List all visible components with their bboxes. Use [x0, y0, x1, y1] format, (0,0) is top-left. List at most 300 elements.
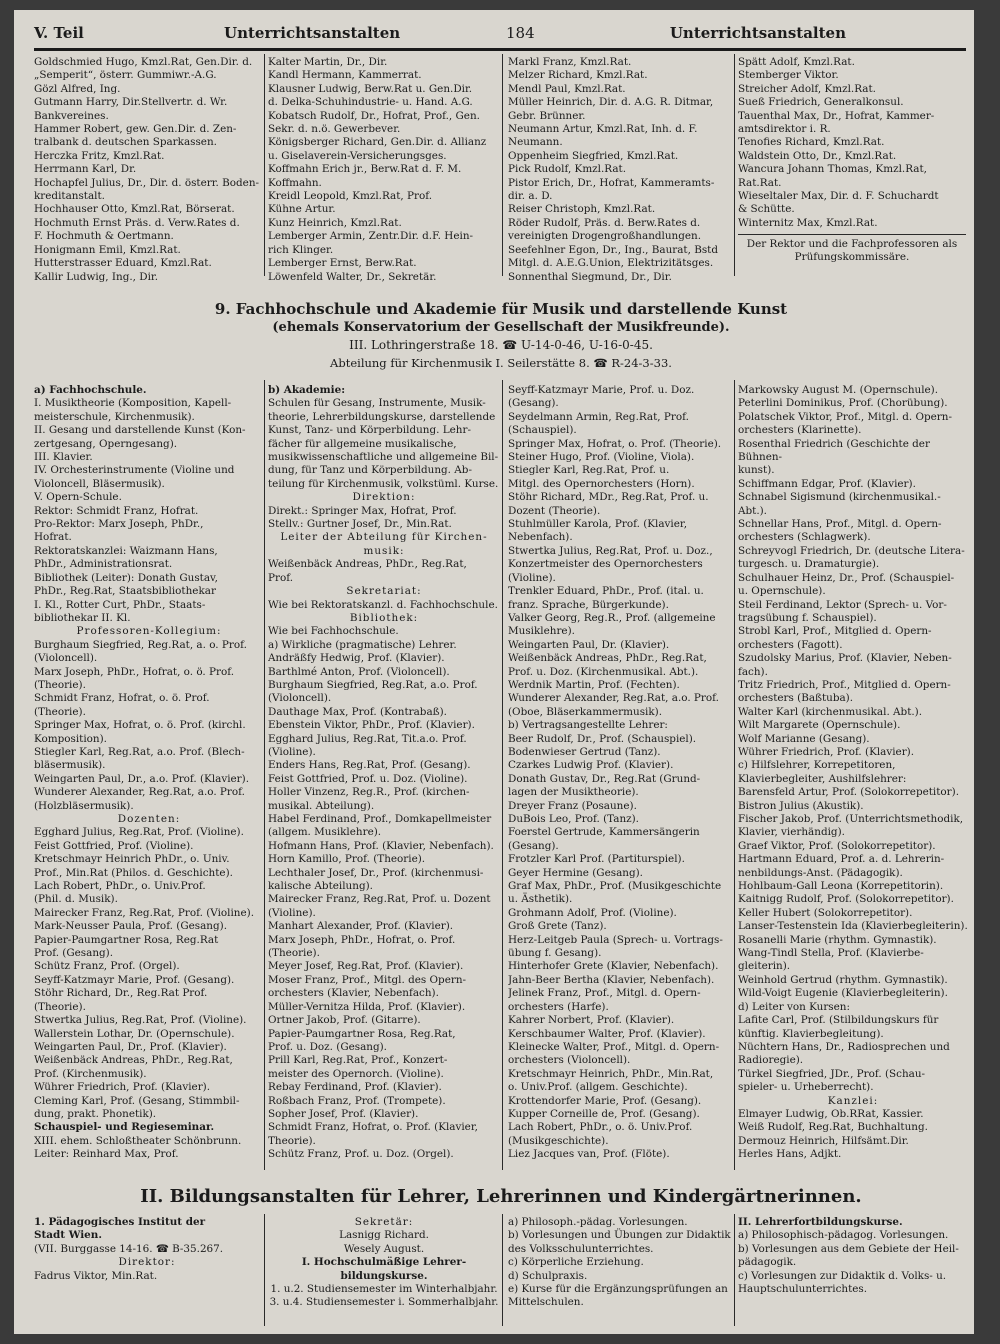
academy-entry-line: Graf Max, PhDr., Prof. (Musikgeschichte: [508, 880, 722, 893]
academy-entry-line: Dermouz Heinrich, Hilfsämt.Dir.: [738, 1134, 909, 1147]
institute-entry-line: Sekretär:: [354, 1216, 414, 1228]
academy-entry-line: Schnellar Hans, Prof., Mitgl. d. Opern-: [738, 518, 942, 531]
academy-entry-line: Schmidt Franz, Hofrat, o. Prof. (Klavier,: [268, 1121, 478, 1134]
member-line: Koffmahn.: [268, 176, 322, 189]
academy-entry-line: Kahrer Norbert, Prof. (Klavier).: [508, 1014, 675, 1027]
academy-entry-line: Schulen für Gesang, Instrumente, Musik-: [268, 397, 486, 410]
academy-entry-line: Wild-Voigt Eugenie (Klavierbegleiterin).: [738, 987, 948, 1000]
academy-entry-line: (Musikgeschichte).: [508, 1134, 609, 1147]
academy-entry-line: Andräßfy Hedwig, Prof. (Klavier).: [268, 652, 445, 665]
member-line: Wancura Johann Thomas, Kmzl.Rat,: [738, 163, 927, 176]
member-line: Winternitz Max, Kmzl.Rat.: [738, 216, 878, 229]
academy-entry-line: Horn Kamillo, Prof. (Theorie).: [268, 853, 426, 866]
institute-column-4: [738, 1216, 968, 1326]
academy-entry-line: Hofmann Hans, Prof. (Klavier, Nebenfach).: [268, 839, 494, 852]
academy-column-3: [508, 384, 734, 1160]
academy-entry-line: Pro-Rektor: Marx Joseph, PhDr.,: [34, 518, 204, 531]
institute-entry-line: Fadrus Viktor, Min.Rat.: [34, 1269, 158, 1282]
member-line: Gutmann Harry, Dir.Stellvertr. d. Wr.: [34, 96, 228, 109]
institute-entry-line: c) Vorlesungen zur Didaktik d. Volks- u.: [738, 1269, 947, 1282]
member-line: Kreidl Leopold, Kmzl.Rat, Prof.: [268, 190, 433, 203]
academy-entry-line: Enders Hans, Reg.Rat, Prof. (Gesang).: [268, 759, 471, 772]
academy-entry-line: Leiter der Abteilung für Kirchen-: [280, 531, 488, 544]
member-line: Hochapfel Julius, Dr., Dir. d. österr. Boden-: [34, 176, 260, 189]
member-line: Stemberger Viktor.: [738, 69, 839, 82]
institute-entry-line: pädagogik.: [738, 1256, 797, 1269]
academy-entry-line: Stiegler Karl, Reg.Rat, Prof. u.: [508, 464, 670, 477]
academy-entry-line: Stellv.: Gurtner Josef, Dr., Min.Rat.: [268, 518, 452, 531]
top-column-3: [508, 56, 734, 292]
academy-entry-line: Weingarten Paul, Dr., Prof. (Klavier).: [34, 1040, 227, 1053]
academy-entry-line: Sekretariat:: [346, 585, 422, 598]
column-divider: [502, 1214, 503, 1326]
member-line: Mendl Paul, Kmzl.Rat.: [508, 82, 626, 95]
academy-entry-line: Weiß Rudolf, Reg.Rat, Buchhaltung.: [738, 1121, 928, 1134]
academy-entry-line: musikwissenschaftliche und allgemeine Bil-: [268, 451, 499, 464]
academy-entry-line: nenbildungs-Anst. (Pädagogik).: [738, 866, 903, 879]
academy-entry-line: Herz-Leitgeb Paula (Sprech- u. Vortrags-: [508, 933, 723, 946]
academy-entry-line: Burghaum Siegfried, Reg.Rat, a. o. Prof.: [34, 638, 247, 651]
member-line: Kühne Artur.: [268, 203, 336, 216]
academy-entry-line: Frotzler Karl Prof. (Partiturspiel).: [508, 853, 685, 866]
member-line: Kobatsch Rudolf, Dr., Hofrat, Prof., Gen.: [268, 109, 480, 122]
academy-entry-line: Dreyer Franz (Posaune).: [508, 799, 637, 812]
academy-entry-line: Kerschbaumer Walter, Prof. (Klavier).: [508, 1027, 706, 1040]
academy-entry-line: Holler Vinzenz, Reg.R., Prof. (kirchen-: [268, 786, 470, 799]
academy-entry-line: DuBois Leo, Prof. (Tanz).: [508, 813, 639, 825]
academy-entry-line: Schulhauer Heinz, Dr., Prof. (Schauspiel-: [738, 571, 955, 584]
academy-entry-line: orchesters (Harfe).: [508, 1000, 609, 1013]
academy-entry-line: Wunderer Alexander, Reg.Rat, a.o. Prof.: [508, 692, 719, 705]
member-line: Herrmann Karl, Dr.: [34, 163, 137, 176]
part-label: V. Teil: [34, 24, 84, 42]
member-line: Röder Rudolf, Präs. d. Berw.Rates d.: [508, 216, 701, 229]
academy-entry-line: fach).: [738, 665, 768, 678]
academy-entry-line: Wang-Tindl Stella, Prof. (Klavierbe-: [738, 947, 924, 960]
academy-entry-line: Feist Gottfried, Prof. (Violine).: [34, 839, 194, 852]
institute-entry-line: Stadt Wien.: [34, 1229, 102, 1242]
institute-entry-line: Direktor:: [118, 1256, 176, 1269]
academy-entry-line: Mairecker Franz, Reg.Rat, Prof. u. Dozent: [268, 893, 491, 906]
academy-entry-line: dung, für Tanz und Körperbildung. Ab-: [268, 464, 472, 477]
academy-entry-line: Hartmann Eduard, Prof. a. d. Lehrerin-: [738, 853, 945, 866]
institute-entry-line: bildungskurse.: [340, 1269, 428, 1282]
academy-entry-line: Springer Max, Hofrat, o. Prof. (Theorie).: [508, 437, 722, 450]
academy-entry-line: Prof. u. Doz. (Kirchenmusikal. Abt.).: [508, 665, 699, 678]
academy-entry-line: (Gesang).: [508, 839, 559, 852]
column-divider: [264, 54, 265, 276]
academy-entry-line: theorie, Lehrerbildungskurse, darstellende: [268, 410, 496, 423]
academy-entry-line: Schreyvogl Friedrich, Dr. (deutsche Litera-: [738, 544, 965, 557]
institute-entry-line: c) Körperliche Erziehung.: [508, 1256, 644, 1269]
academy-entry-line: Kunst, Tanz- und Körperbildung. Lehr-: [268, 424, 471, 437]
academy-entry-line: Lach Robert, PhDr., o. ö. Univ.Prof.: [508, 1121, 693, 1134]
institute-entry-line: des Volksschulunterrichtes.: [508, 1242, 654, 1255]
academy-entry-line: Weißenbäck Andreas, PhDr., Reg.Rat,: [34, 1054, 233, 1067]
academy-entry-line: fächer für allgemeine musikalische,: [268, 437, 457, 450]
academy-entry-line: XIII. ehem. Schloßtheater Schönbrunn.: [34, 1134, 242, 1147]
academy-entry-line: (Violine).: [268, 906, 316, 919]
academy-entry-line: meisterschule, Kirchenmusik).: [34, 410, 195, 423]
academy-entry-line: Kretschmayr Heinrich, PhDr., Min.Rat,: [508, 1067, 714, 1080]
column-divider: [734, 54, 735, 276]
member-line: F. Hochmuth & Oertmann.: [34, 230, 174, 243]
academy-entry-line: Bodenwieser Gertrud (Tanz).: [508, 745, 661, 758]
academy-entry-line: Bibliothek:: [349, 611, 419, 624]
academy-entry-line: kunst).: [738, 464, 775, 477]
member-line: Sekr. d. n.ö. Gewerbever.: [268, 123, 401, 136]
academy-entry-line: Wilt Margarete (Opernschule).: [738, 719, 901, 732]
member-line: Streicher Adolf, Kmzl.Rat.: [738, 82, 876, 95]
institute-entry-line: I. Hochschulmäßige Lehrer-: [301, 1256, 467, 1269]
page-header: [34, 18, 966, 51]
academy-entry-line: (allgem. Musiklehre).: [268, 826, 382, 839]
member-line: Mitgl. d. A.E.G.Union, Elektrizitätsges.: [508, 257, 714, 270]
academy-entry-line: gleiterin).: [738, 960, 791, 973]
academy-entry-line: (Theorie).: [34, 1000, 86, 1013]
academy-entry-line: Nebenfach).: [508, 531, 573, 544]
member-line: Gebr. Brünner.: [508, 109, 586, 122]
academy-entry-line: Grohmann Adolf, Prof. (Violine).: [508, 906, 677, 919]
academy-entry-line: Marx Joseph, PhDr., Hofrat, o. ö. Prof.: [34, 665, 235, 678]
institute-entry-line: 1. u.2. Studiensemester im Winterhalbjahr.: [270, 1283, 498, 1296]
academy-entry-line: Seyff-Katzmayr Marie, Prof. u. Doz.: [508, 384, 695, 396]
institute-column-1: [34, 1216, 260, 1326]
academy-entry-line: Kleinecke Walter, Prof., Mitgl. d. Opern-: [508, 1040, 720, 1053]
academy-entry-line: PhDr., Reg.Rat, Staatsbibliothekar: [34, 585, 216, 598]
academy-entry-line: (Violoncell).: [34, 652, 98, 665]
academy-column-2: [268, 384, 500, 1160]
academy-entry-line: PhDr., Administrationsrat.: [34, 558, 173, 571]
academy-entry-line: Mairecker Franz, Reg.Rat, Prof. (Violine).: [34, 906, 255, 919]
academy-entry-line: Schütz Franz, Prof. (Orgel).: [34, 960, 180, 973]
academy-entry-line: Habel Ferdinand, Prof., Domkapellmeister: [268, 813, 492, 825]
academy-entry-line: Kaitnigg Rudolf, Prof. (Solokorrepetitor).: [738, 893, 954, 906]
academy-entry-line: III. Klavier.: [34, 451, 93, 464]
member-line: Kandl Hermann, Kammerrat.: [268, 69, 422, 82]
institute-column-3: [508, 1216, 734, 1326]
academy-entry-line: Liez Jacques van, Prof. (Flöte).: [508, 1148, 670, 1160]
academy-entry-line: zertgesang, Operngesang).: [34, 437, 178, 450]
academy-entry-line: Kanzlei:: [827, 1094, 879, 1107]
institute-column-2: [268, 1216, 500, 1326]
academy-entry-line: Rosenthal Friedrich (Geschichte der Bühnen-: [738, 437, 930, 464]
academy-entry-line: Komposition).: [34, 732, 107, 745]
academy-entry-line: Wolf Marianne (Gesang).: [738, 732, 870, 745]
academy-entry-line: (Gesang).: [508, 397, 559, 410]
academy-entry-line: Walter Karl (kirchenmusikal. Abt.).: [738, 705, 923, 718]
academy-entry-line: Prof. u. Doz. (Gesang).: [268, 1040, 387, 1053]
section-9-subtitle: (ehemals Konservatorium der Gesellschaft der Musikfreunde).: [272, 320, 730, 335]
academy-entry-line: Ebenstein Viktor, PhDr., Prof. (Klavier).: [268, 719, 475, 732]
member-line: Seefehlner Egon, Dr., Ing., Baurat, Bstd: [508, 243, 719, 256]
academy-entry-line: I. Kl., Rotter Curt, PhDr., Staats-: [34, 598, 206, 611]
academy-entry-line: Wallerstein Lothar, Dr. (Opernschule).: [34, 1027, 235, 1040]
column-divider: [264, 380, 265, 1170]
academy-entry-line: Direktion:: [352, 491, 416, 504]
academy-entry-line: Geyer Hermine (Gesang).: [508, 866, 643, 879]
academy-entry-line: Springer Max, Hofrat, o. ö. Prof. (kirchl.: [34, 719, 246, 732]
academy-entry-line: Dozenten:: [117, 813, 181, 825]
examination-note: [736, 238, 968, 278]
academy-entry-line: tragsübung f. Schauspiel).: [738, 611, 877, 624]
academy-entry-line: (Phil. d. Musik).: [34, 893, 118, 906]
member-line: Neumann Artur, Kmzl.Rat, Inh. d. F.: [508, 123, 698, 136]
academy-entry-line: Trenkler Eduard, PhDr., Prof. (ital. u.: [508, 585, 704, 598]
academy-entry-line: orchesters (Klarinette).: [738, 424, 862, 437]
section-9-title: 9. Fachhochschule und Akademie für Musik und darstellende Kunst: [214, 300, 788, 318]
member-line: Königsberger Richard, Gen.Dir. d. Allianz: [268, 136, 487, 149]
academy-entry-line: orchesters (Violoncell).: [508, 1054, 631, 1067]
column-rule: [738, 234, 966, 235]
academy-entry-line: Rebay Ferdinand, Prof. (Klavier).: [268, 1081, 442, 1094]
academy-entry-line: Steil Ferdinand, Lektor (Sprech- u. Vor-: [738, 598, 947, 611]
academy-entry-line: (Schauspiel).: [508, 424, 577, 437]
academy-entry-line: Feist Gottfried, Prof. u. Doz. (Violine).: [268, 772, 468, 785]
institute-entry-line: 3. u.4. Studiensemester i. Sommerhalbjahr.: [269, 1296, 499, 1309]
academy-entry-line: spieler- u. Urheberrecht).: [738, 1081, 874, 1094]
academy-entry-line: Leiter: Reinhard Max, Prof.: [34, 1148, 179, 1160]
academy-column-1: [34, 384, 264, 1160]
member-line: Sonnenthal Siegmund, Dr., Dir.: [508, 270, 672, 283]
academy-entry-line: Strobl Karl, Prof., Mitglied d. Opern-: [738, 625, 932, 638]
member-line: „Semperit“, österr. Gummiwr.-A.G.: [34, 69, 217, 82]
note-line: Prüfungskommissäre.: [794, 251, 910, 264]
academy-entry-line: u. Ästhetik).: [508, 893, 573, 906]
academy-entry-line: Moser Franz, Prof., Mitgl. des Opern-: [268, 973, 467, 986]
academy-entry-line: Professoren-Kollegium:: [76, 625, 222, 638]
academy-entry-line: Seyff-Katzmayr Marie, Prof. (Gesang).: [34, 973, 235, 986]
academy-entry-line: Weingarten Paul, Dr. (Klavier).: [508, 638, 670, 651]
academy-entry-line: Prof., Min.Rat (Philos. d. Geschichte).: [34, 866, 233, 879]
academy-entry-line: Lafite Carl, Prof. (Stilbildungskurs für: [738, 1014, 939, 1027]
academy-entry-line: Herles Hans, Adjkt.: [738, 1148, 842, 1160]
column-divider: [502, 380, 503, 1170]
academy-entry-line: Dozent (Theorie).: [508, 504, 601, 517]
academy-entry-line: Hinterhofer Grete (Klavier, Nebenfach).: [508, 960, 719, 973]
member-line: Sueß Friedrich, Generalkonsul.: [738, 96, 904, 109]
academy-entry-line: dung, prakt. Phonetik).: [34, 1107, 157, 1120]
member-line: Reiser Christoph, Kmzl.Rat.: [508, 203, 656, 216]
academy-entry-line: Wunderer Alexander, Reg.Rat, a.o. Prof.: [34, 786, 245, 799]
member-line: Kalter Martin, Dr., Dir.: [268, 56, 388, 68]
academy-entry-line: (Oboe, Bläserkammermusik).: [508, 705, 663, 718]
member-line: kreditanstalt.: [34, 190, 105, 203]
academy-entry-line: Ortner Jakob, Prof. (Gitarre).: [268, 1014, 421, 1027]
institute-entry-line: b) Vorlesungen aus dem Gebiete der Heil-: [738, 1242, 959, 1255]
academy-entry-line: Beer Rudolf, Dr., Prof. (Schauspiel).: [508, 732, 697, 745]
academy-entry-line: Jahn-Beer Bertha (Klavier, Nebenfach).: [508, 973, 715, 986]
academy-entry-line: bibliothekar II. Kl.: [34, 611, 131, 624]
academy-entry-line: Graef Viktor, Prof. (Solokorrepetitor).: [738, 839, 936, 852]
running-title-left: Unterrichtsanstalten: [224, 24, 401, 42]
member-line: Waldstein Otto, Dr., Kmzl.Rat.: [738, 149, 897, 162]
member-line: Lemberger Ernst, Berw.Rat.: [268, 257, 417, 270]
academy-entry-line: Czarkes Ludwig Prof. (Klavier).: [508, 759, 674, 772]
member-line: Pistor Erich, Dr., Hofrat, Kammeramts-: [508, 176, 715, 189]
member-line: Hochmuth Ernst Präs. d. Verw.Rates d.: [34, 216, 240, 229]
academy-entry-line: Prill Karl, Reg.Rat, Prof., Konzert-: [268, 1054, 448, 1067]
academy-entry-line: lagen der Musiktheorie).: [508, 786, 639, 799]
member-line: Pick Rudolf, Kmzl.Rat.: [508, 163, 627, 176]
academy-entry-line: Nüchtern Hans, Dr., Radiosprechen und: [738, 1040, 950, 1053]
member-line: Tenofies Richard, Kmzl.Rat.: [738, 136, 885, 149]
academy-entry-line: meister des Opernorch. (Violine).: [268, 1067, 444, 1080]
academy-entry-line: übung f. Gesang).: [508, 947, 602, 960]
academy-entry-line: turgesch. u. Dramaturgie).: [738, 558, 880, 571]
academy-entry-line: Prof. (Kirchenmusik).: [34, 1067, 147, 1080]
academy-entry-line: Barensfeld Artur, Prof. (Solokorrepetitor).: [738, 786, 960, 799]
academy-entry-line: Weißenbäck Andreas, PhDr., Reg.Rat,: [508, 652, 707, 665]
academy-entry-line: Violoncell, Bläsermusik).: [34, 477, 165, 490]
academy-entry-line: Hohlbaum-Gall Leona (Korrepetitorin).: [738, 880, 944, 893]
member-line: & Schütte.: [738, 203, 795, 216]
academy-entry-line: (Violine).: [268, 745, 316, 758]
academy-entry-line: Peterlini Dominikus, Prof. (Chorübung).: [738, 397, 948, 410]
academy-entry-line: Wührer Friedrich, Prof. (Klavier).: [34, 1081, 211, 1094]
academy-entry-line: Egghard Julius, Reg.Rat, Prof. (Violine).: [34, 826, 244, 839]
academy-entry-line: Direkt.: Springer Max, Hofrat, Prof.: [268, 504, 457, 517]
member-line: dir. a. D.: [508, 190, 553, 203]
member-line: Kunz Heinrich, Kmzl.Rat.: [268, 216, 402, 229]
academy-entry-line: Mark-Neusser Paula, Prof. (Gesang).: [34, 920, 228, 933]
academy-entry-line: b) Vertragsangestellte Lehrer:: [508, 719, 668, 732]
academy-entry-line: Barthlmé Anton, Prof. (Violoncell).: [268, 665, 450, 678]
academy-entry-line: Jelinek Franz, Prof., Mitgl. d. Opern-: [508, 987, 701, 1000]
institute-entry-line: b) Vorlesungen und Übungen zur Didaktik: [508, 1229, 731, 1242]
member-line: Spätt Adolf, Kmzl.Rat.: [738, 56, 855, 68]
academy-entry-line: Weingarten Paul, Dr., a.o. Prof. (Klavier).: [34, 772, 250, 785]
member-line: Herczka Fritz, Kmzl.Rat.: [34, 149, 165, 162]
institute-entry-line: Hauptschulunterrichtes.: [738, 1283, 868, 1296]
academy-entry-line: Marx Joseph, PhDr., Hofrat, o. Prof.: [268, 933, 456, 946]
academy-entry-line: orchesters (Klavier, Nebenfach).: [268, 987, 439, 1000]
academy-entry-line: (Theorie).: [34, 678, 86, 691]
academy-entry-line: Weinhold Gertrud (rhythm. Gymnastik).: [738, 973, 948, 986]
academy-entry-line: Stöhr Richard, Dr., Reg.Rat Prof.: [34, 987, 208, 1000]
academy-entry-line: Theorie).: [268, 1134, 316, 1147]
member-line: amtsdirektor i. R.: [738, 123, 831, 136]
academy-entry-line: franz. Sprache, Bürgerkunde).: [508, 598, 669, 611]
academy-entry-line: Markowsky August M. (Opernschule).: [738, 384, 939, 396]
academy-entry-line: musik:: [363, 544, 405, 557]
academy-entry-line: Wührer Friedrich, Prof. (Klavier).: [738, 745, 915, 758]
column-divider: [264, 1214, 265, 1326]
academy-entry-line: Musiklehre).: [508, 625, 575, 638]
academy-entry-line: Groß Grete (Tanz).: [508, 920, 607, 933]
section-9-address: III. Lothringerstraße 18. ☎ U-14-0-46, U-16-0-45.: [349, 338, 653, 352]
member-line: Klausner Ludwig, Berw.Rat u. Gen.Dir.: [268, 82, 473, 95]
academy-entry-line: Donath Gustav, Dr., Reg.Rat (Grund-: [508, 772, 701, 785]
academy-entry-line: Meyer Josef, Reg.Rat, Prof. (Klavier).: [268, 960, 464, 973]
academy-entry-line: Lanser-Testenstein Ida (Klavierbegleiterin).: [738, 920, 968, 933]
academy-entry-line: Stiegler Karl, Reg.Rat, a.o. Prof. (Blech-: [34, 745, 245, 758]
member-line: Koffmahn Erich jr., Berw.Rat d. F. M.: [268, 163, 462, 176]
member-line: tralbank d. deutschen Sparkassen.: [34, 136, 217, 149]
member-line: rich Klinger.: [268, 243, 334, 256]
academy-entry-line: Manhart Alexander, Prof. (Klavier).: [268, 920, 454, 933]
academy-entry-line: Valker Georg, Reg.R., Prof. (allgemeine: [508, 611, 716, 624]
academy-entry-line: kalische Abteilung).: [268, 880, 373, 893]
member-line: Neumann.: [508, 136, 563, 149]
section-9-church-music: Abteilung für Kirchenmusik I. Seilerstätte 8. ☎ R-24-3-33.: [330, 356, 672, 370]
academy-entry-line: Stuhlmüller Karola, Prof. (Klavier,: [508, 518, 688, 531]
academy-entry-line: Türkel Siegfried, JDr., Prof. (Schau-: [738, 1067, 926, 1080]
academy-entry-line: (Holzbläsermusik).: [34, 799, 134, 812]
institute-entry-line: e) Kurse für die Ergänzungsprüfungen an: [508, 1283, 728, 1296]
academy-entry-line: Müller-Vernitza Hilda, Prof. (Klavier).: [268, 1000, 466, 1013]
member-line: vereinigten Drogengroßhandlungen.: [508, 230, 702, 243]
academy-entry-line: Kupper Corneille de, Prof. (Gesang).: [508, 1107, 700, 1120]
member-line: u. Giselaverein-Versicherungsges.: [268, 149, 447, 162]
member-line: Markl Franz, Kmzl.Rat.: [508, 56, 632, 68]
academy-entry-line: Bistron Julius (Akustik).: [738, 799, 864, 812]
member-line: Müller Heinrich, Dir. d. A.G. R. Ditmar,: [508, 96, 714, 109]
member-line: Hochhauser Otto, Kmzl.Rat, Börserat.: [34, 203, 235, 216]
academy-entry-line: II. Gesang und darstellende Kunst (Kon-: [34, 424, 246, 437]
member-line: Löwenfeld Walter, Dr., Sekretär.: [268, 270, 437, 283]
top-column-4: [738, 56, 968, 231]
academy-entry-line: I. Musiktheorie (Komposition, Kapell-: [34, 397, 232, 410]
academy-entry-line: Prof.: [268, 571, 293, 584]
member-line: Kallir Ludwig, Ing., Dir.: [34, 270, 159, 283]
member-line: Honigmann Emil, Kmzl.Rat.: [34, 243, 181, 256]
academy-entry-line: orchesters (Schlagwerk).: [738, 531, 871, 544]
member-line: Tauenthal Max, Dr., Hofrat, Kammer-: [738, 109, 935, 122]
academy-entry-line: Burghaum Siegfried, Reg.Rat, a.o. Prof.: [268, 678, 478, 691]
academy-entry-line: Fischer Jakob, Prof. (Unterrichtsmethodik,: [738, 813, 964, 825]
academy-entry-line: Schmidt Franz, Hofrat, o. ö. Prof.: [34, 692, 210, 705]
academy-entry-line: Rosanelli Marie (rhythm. Gymnastik).: [738, 933, 937, 946]
academy-entry-line: Stwertka Julius, Reg.Rat, Prof. (Violine).: [34, 1014, 247, 1027]
note-line: Der Rektor und die Fachprofessoren als: [746, 238, 958, 250]
member-line: Hutterstrasser Eduard, Kmzl.Rat.: [34, 257, 212, 270]
institute-entry-line: a) Philosoph.-pädag. Vorlesungen.: [508, 1216, 688, 1228]
academy-entry-line: Kretschmayr Heinrich PhDr., o. Univ.: [34, 853, 230, 866]
academy-entry-line: Konzertmeister des Opernorchesters: [508, 558, 703, 571]
academy-entry-line: Schauspiel- und Regieseminar.: [34, 1121, 215, 1134]
academy-entry-line: Roßbach Franz, Prof. (Trompete).: [268, 1094, 446, 1107]
academy-entry-line: Prof. (Gesang).: [34, 947, 114, 960]
academy-entry-line: (Violine).: [508, 571, 556, 584]
academy-entry-line: Stöhr Richard, MDr., Reg.Rat, Prof. u.: [508, 491, 709, 504]
academy-column-4: [738, 384, 968, 1160]
academy-entry-line: Mitgl. des Opernorchesters (Horn).: [508, 477, 695, 490]
top-column-2: [268, 56, 500, 292]
academy-entry-line: V. Opern-Schule.: [34, 491, 122, 504]
academy-entry-line: Radioregie).: [738, 1054, 804, 1067]
academy-entry-line: Tritz Friedrich, Prof., Mitglied d. Opern-: [738, 678, 951, 691]
academy-entry-line: Sopher Josef, Prof. (Klavier).: [268, 1107, 419, 1120]
institute-entry-line: Mittelschulen.: [508, 1296, 584, 1309]
academy-entry-line: d) Leiter von Kursen:: [738, 1000, 850, 1013]
academy-entry-line: Dauthage Max, Prof. (Kontrabaß).: [268, 705, 447, 718]
institute-entry-line: a) Philosophisch-pädagog. Vorlesungen.: [738, 1229, 949, 1242]
academy-entry-line: Stwertka Julius, Reg.Rat, Prof. u. Doz.,: [508, 544, 713, 557]
academy-entry-line: künftig. Klavierbegleitung).: [738, 1027, 884, 1040]
member-line: Hammer Robert, gew. Gen.Dir. d. Zen-: [34, 123, 237, 136]
academy-entry-line: Foerstel Gertrude, Kammersängerin: [508, 826, 700, 839]
academy-entry-line: Rektoratskanzlei: Waizmann Hans,: [34, 544, 218, 557]
academy-entry-line: Szudolsky Marius, Prof. (Klavier, Neben-: [738, 652, 952, 665]
member-line: Wieseltaler Max, Dir. d. F. Schuchardt: [738, 190, 939, 203]
academy-entry-line: Weißenbäck Andreas, PhDr., Reg.Rat,: [268, 558, 467, 571]
academy-entry-line: Schnabel Sigismund (kirchenmusikal.-Abt.).: [738, 491, 941, 517]
institute-entry-line: (VII. Burggasse 14-16. ☎ B-35.267.: [34, 1242, 224, 1255]
academy-entry-line: IV. Orchesterinstrumente (Violine und: [34, 464, 235, 477]
column-divider: [734, 380, 735, 1170]
academy-entry-line: Hofrat.: [34, 531, 72, 544]
